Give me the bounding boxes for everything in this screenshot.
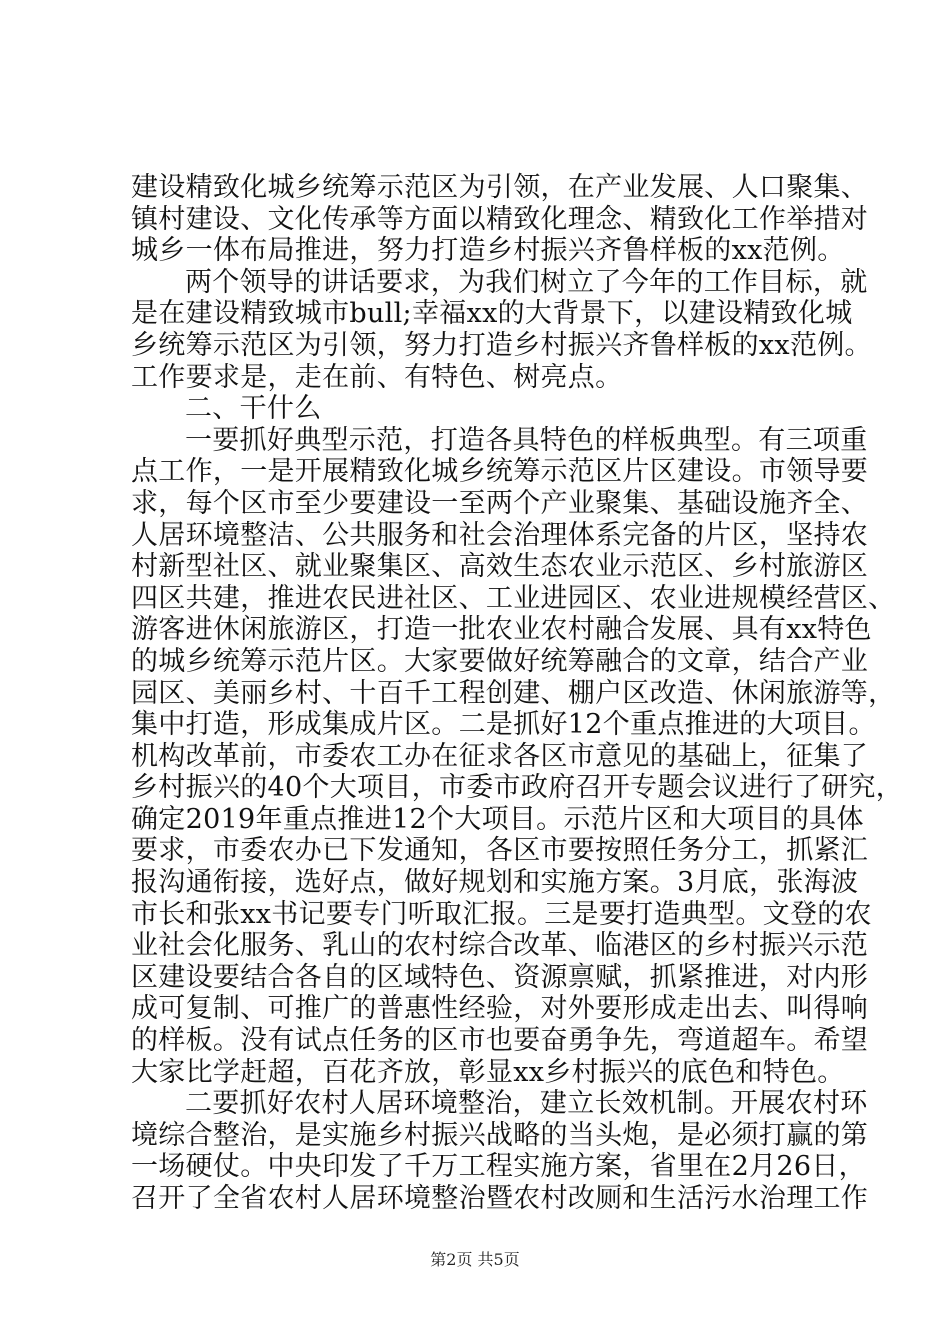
- section-heading: [131, 393, 831, 425]
- text-line: 求，每个区市至少要建设一至两个产业聚集、基础设施齐全、: [131, 487, 869, 519]
- paragraph: [131, 424, 904, 1088]
- text-line: 是在建设精致城市bull;幸福xx的大背景下，以建设精致化城: [131, 298, 853, 330]
- text-line: 乡统筹示范区为引领，努力打造乡村振兴齐鲁样板的xx范例。: [131, 329, 872, 361]
- text-line: 市长和张xx书记要专门听取汇报。三是要打造典型。文登的农: [131, 898, 872, 930]
- text-line: 点工作，一是开展精致化城乡统筹示范区片区建设。市领导要: [131, 456, 869, 488]
- paragraph: [131, 172, 869, 267]
- text-line: 的城乡统筹示范片区。大家要做好统筹融合的文章，结合产业: [131, 645, 869, 677]
- text-line: 成可复制、可推广的普惠性经验，对外要形成走出去、叫得响: [131, 993, 869, 1025]
- text-line: 二、干什么: [185, 393, 322, 425]
- text-line: 要求，市委农办已下发通知，各区市要按照任务分工，抓紧汇: [131, 835, 869, 867]
- text-line: 园区、美丽乡村、十百千工程创建、棚户区改造、休闲旅游等，: [131, 677, 896, 709]
- text-line: 工作要求是，走在前、有特色、树亮点。: [131, 361, 623, 393]
- text-line: 游客进休闲旅游区，打造一批农业农村融合发展、具有xx特色: [131, 614, 872, 646]
- text-line: 人居环境整洁、公共服务和社会治理体系完备的片区，坚持农: [131, 519, 869, 551]
- paragraph: [131, 1088, 869, 1214]
- text-line: 业社会化服务、乳山的农村综合改革、临港区的乡村振兴示范: [131, 930, 869, 962]
- text-line: 镇村建设、文化传承等方面以精致化理念、精致化工作举措对: [131, 203, 869, 235]
- text-line: 城乡一体布局推进，努力打造乡村振兴齐鲁样板的xx范例。: [131, 235, 845, 267]
- text-line: 召开了全省农村人居环境整治暨农村改厕和生活污水治理工作: [131, 1183, 869, 1214]
- paragraph: [131, 266, 872, 393]
- text-line: 建设精致化城乡统筹示范区为引领，在产业发展、人口聚集、: [131, 172, 869, 203]
- text-line: 区建设要结合各自的区域特色、资源禀赋，抓紧推进，对内形: [131, 961, 869, 993]
- text-line: 集中打造，形成集成片区。二是抓好12个重点推进的大项目。: [131, 709, 876, 741]
- text-line: 境综合整治，是实施乡村振兴战略的当头炮，是必须打赢的第: [131, 1119, 869, 1151]
- page-footer: [0, 1247, 950, 1270]
- text-line: 两个领导的讲话要求，为我们树立了今年的工作目标，就: [185, 266, 868, 298]
- text-line: 村新型社区、就业聚集区、高效生态农业示范区、乡村旅游区: [131, 551, 869, 583]
- text-line: 乡村振兴的40个大项目，市委市政府召开专题会议进行了研究，: [131, 772, 904, 804]
- text-line: 报沟通衔接，选好点，做好规划和实施方案。3月底，张海波: [131, 867, 859, 899]
- document-body: [131, 172, 904, 1215]
- text-line: 确定2019年重点推进12个大项目。示范片区和大项目的具体: [131, 803, 864, 835]
- text-line: 大家比学赶超，百花齐放，彰显xx乡村振兴的底色和特色。: [131, 1056, 845, 1088]
- text-line: 二要抓好农村人居环境整治，建立长效机制。开展农村环: [185, 1088, 868, 1120]
- text-line: 的样板。没有试点任务的区市也要奋勇争先，弯道超车。希望: [131, 1025, 869, 1057]
- text-line: 一要抓好典型示范，打造各具特色的样板典型。有三项重: [185, 424, 868, 456]
- page-number-label: 第2页 共5页: [430, 1250, 520, 1269]
- text-line: 四区共建，推进农民进社区、工业进园区、农业进规模经营区、: [131, 582, 896, 614]
- text-line: 一场硬仗。中央印发了千万工程实施方案，省里在2月26日，: [131, 1151, 866, 1183]
- text-line: 机构改革前，市委农工办在征求各区市意见的基础上，征集了: [131, 740, 869, 772]
